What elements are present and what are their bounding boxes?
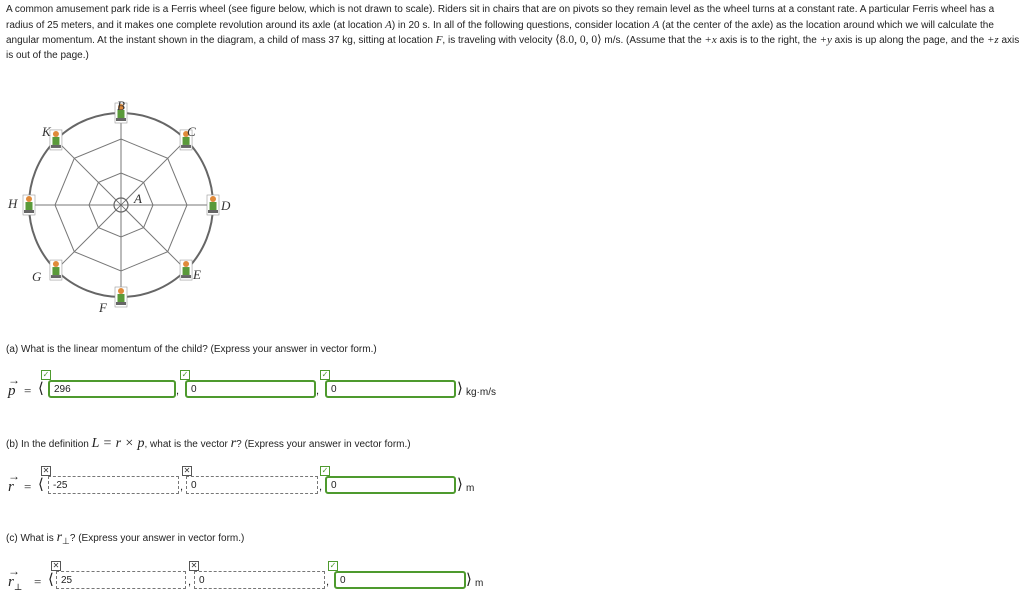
label-f: F <box>99 300 107 315</box>
answer-a-y-input[interactable] <box>185 380 316 398</box>
answer-c-z-input[interactable] <box>334 571 466 589</box>
velocity-vector: ⟨8.0, 0, 0⟩ <box>555 34 602 47</box>
vector-r-symbol: r <box>56 530 63 545</box>
correct-icon: ✓ <box>321 466 329 475</box>
question-b-text: , what is the vector <box>144 439 231 450</box>
answer-b-x-input[interactable] <box>48 476 179 494</box>
open-bracket: ⟨ <box>48 572 54 588</box>
rider-seat <box>23 195 35 215</box>
x-axis-label: +x <box>704 34 717 47</box>
rider-seat <box>50 130 62 150</box>
symbol-p <box>8 373 20 400</box>
open-bracket: ⟨ <box>38 477 44 493</box>
perp-subscript: ⊥ <box>62 536 70 546</box>
symbol-text: r <box>8 479 14 495</box>
equals-sign: = <box>34 574 42 589</box>
vector-arrow: → <box>8 564 20 578</box>
equals-sign: = <box>24 383 32 398</box>
location-f: F <box>435 34 443 47</box>
open-bracket: ⟨ <box>38 381 44 397</box>
intro-text: (at the center of the axle) as the location around which we will calculate the angular momentum. At the instant shown in the diagram, a child of mass 37 kg, sitting at location <box>6 19 994 47</box>
label-g: G <box>32 269 42 284</box>
symbol-r <box>8 469 20 496</box>
intro-text: axis is to the right, the <box>716 35 820 47</box>
comma: , <box>180 481 184 493</box>
intro-text: , is traveling with velocity <box>442 35 556 47</box>
label-b: B <box>117 98 125 113</box>
incorrect-icon: ✕ <box>190 561 198 570</box>
unit-label: m <box>475 578 484 589</box>
answer-row-c <box>8 561 608 597</box>
vector-r-symbol: r <box>230 436 237 451</box>
correct-icon: ✓ <box>181 370 189 379</box>
answer-c-y-input[interactable] <box>194 571 325 589</box>
wheel-spoke <box>56 140 121 205</box>
wheel-spoke <box>56 205 121 270</box>
answer-b-z-input[interactable] <box>325 476 456 494</box>
z-axis-label: +z <box>987 34 999 47</box>
wheel-spoke <box>121 205 186 270</box>
label-d: D <box>221 198 231 213</box>
label-k: K <box>42 124 51 139</box>
comma: , <box>319 481 323 493</box>
intro-text: m/s. (Assume that the <box>601 35 705 47</box>
answer-row-a <box>8 370 608 406</box>
location-a: A <box>385 18 392 31</box>
symbol-r-perp <box>8 564 23 593</box>
perp-subscript: ⊥ <box>13 582 23 592</box>
question-a-prompt <box>6 344 377 355</box>
unit-label: m <box>466 483 475 494</box>
incorrect-icon: ✕ <box>183 466 191 475</box>
ferris-wheel-figure <box>0 92 240 332</box>
answer-b-y-input[interactable] <box>186 476 318 494</box>
close-bracket: ⟩ <box>457 477 463 493</box>
unit-label: kg·m/s <box>466 387 496 398</box>
location-a: A <box>652 18 660 31</box>
question-b-prompt <box>6 436 411 452</box>
ferris-wheel-diagram <box>0 92 240 332</box>
angular-momentum-formula: L = r × p <box>91 436 145 451</box>
problem-statement <box>6 3 1020 63</box>
question-a-text: (a) What is the linear momentum of the child? (Express your answer in vector form.) <box>6 344 377 355</box>
question-c-text: (c) What is <box>6 533 57 544</box>
equals-sign: = <box>24 479 32 494</box>
symbol-text: p <box>8 383 16 399</box>
intro-text: axis is up along the page, and the <box>831 35 987 47</box>
label-h: H <box>8 196 18 211</box>
vector-arrow: → <box>8 469 20 483</box>
label-c: C <box>187 124 196 139</box>
rider-seat <box>115 287 127 307</box>
correct-icon: ✓ <box>321 370 329 379</box>
incorrect-icon: ✕ <box>42 466 50 475</box>
rider-seat <box>50 260 62 280</box>
question-b-text: ? (Express your answer in vector form.) <box>236 439 411 450</box>
close-bracket: ⟩ <box>466 572 472 588</box>
label-e: E <box>193 267 201 282</box>
intro-text: A common amusement park ride is a Ferris wheel (see figure below, which is not drawn to scale). Riders sit in chairs that are on pivots so they remain level as the wheel turns at a constant rate. A particular Ferris wheel has a radius of 25 meters, and it makes one complete revolution around its axle (at location <box>6 4 995 31</box>
question-b-text: (b) In the definition <box>6 439 92 450</box>
answer-row-b <box>8 466 608 502</box>
rider-seat <box>207 195 219 215</box>
symbol-text: r <box>8 574 14 590</box>
correct-icon: ✓ <box>42 370 50 379</box>
y-axis-label: +y <box>819 34 832 47</box>
comma: , <box>326 576 330 588</box>
comma: , <box>176 385 180 397</box>
vector-arrow: → <box>8 373 20 387</box>
answer-a-x-input[interactable] <box>48 380 176 398</box>
intro-text: ) in 20 s. In all of the following questions, consider location <box>391 19 653 31</box>
label-a: A <box>134 191 142 206</box>
comma: , <box>188 576 192 588</box>
answer-a-z-input[interactable] <box>325 380 456 398</box>
answer-c-x-input[interactable] <box>56 571 186 589</box>
question-c-prompt <box>6 530 244 547</box>
close-bracket: ⟩ <box>457 381 463 397</box>
intro-text: axis is out of the page.) <box>6 35 1020 61</box>
correct-icon: ✓ <box>329 561 337 570</box>
rider-seat <box>180 260 192 280</box>
comma: , <box>316 385 320 397</box>
question-c-text: ? (Express your answer in vector form.) <box>69 533 245 544</box>
wheel-spoke <box>121 140 186 205</box>
incorrect-icon: ✕ <box>52 561 60 570</box>
